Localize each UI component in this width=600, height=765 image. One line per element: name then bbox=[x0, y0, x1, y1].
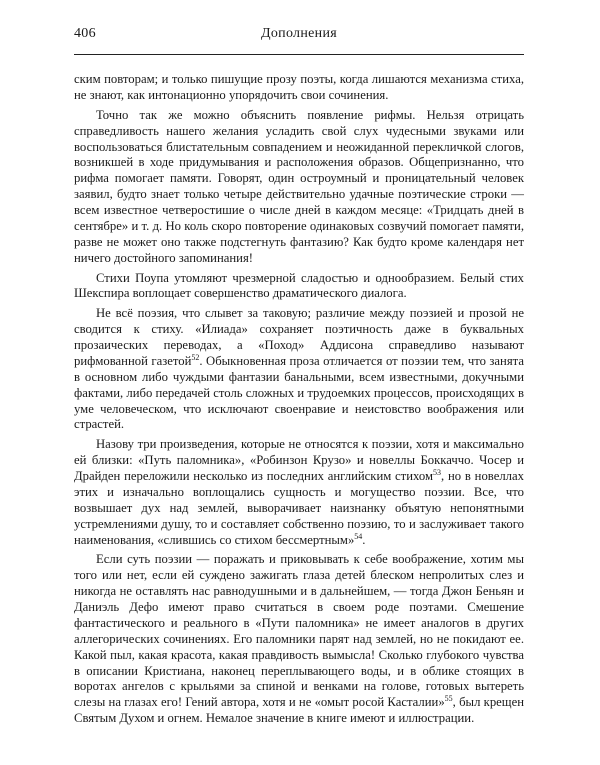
paragraph-text: , но в новеллах этих и изначально воплощались сущность и могущество поэзии. Все, что возвышает дух над землей, выворачивает наизнанку объятую непонятными устремлениями душу, то и составляет собственно поэзию, то и заслуживает такого наименования, «слившись со стихом бессмертным» bbox=[74, 469, 524, 547]
page-number: 406 bbox=[74, 26, 96, 41]
paragraph bbox=[74, 271, 524, 303]
page-header bbox=[74, 22, 524, 55]
paragraph-text: Точно так же можно объяснить появление рифмы. Нельзя отрицать справедливость нашего желания усладить свой слух чудесными звуками или воспользоваться блистательным совпадением и неожиданной перекличкой слогов, возникшей в ходе придумывания и расположения образов. Общепризнанно, что рифма помогает памяти. Говорят, один остроумный и проницательный человек заявил, будто знает только четыре действительно удачные поэтические строки — всем известное четверостишие о числе дней в каждом месяце: «Тридцать дней в сентябре» и т. д. Но коль скоро повторение одинаковых созвучий помогает памяти, разве не может оно также подстегнуть фантазию? Как будто кроме календаря нет ничего достойного запоминания! bbox=[74, 107, 524, 265]
paragraph bbox=[74, 72, 524, 104]
paragraph-text: . bbox=[362, 532, 366, 547]
footnote-ref[interactable]: 52 bbox=[191, 352, 200, 362]
paragraph bbox=[74, 306, 524, 433]
paragraph-text: Не всё поэзия, что слывет за таковую; различие между поэзией и прозой не сводится к стиху. «Илиада» сохраняет поэтичность даже в буквальных прозаических переводах, а «Поход» Аддисона справедливо называют рифмованной газетой bbox=[74, 306, 524, 368]
paragraph-text: Стихи Поупа утомляют чрезмерной сладостью и однообразием. Белый стих Шекспира воплощает совершенство драматического диалога. bbox=[74, 270, 524, 301]
paragraph-text: Если суть поэзии — поражать и приковывать к себе воображение, хотим мы того или нет, если ей суждено зажигать глаза детей блеском непролитых слез и никогда не оставлять нас равнодушными и в дальнейшем, — тогда Джон Беньян и Даниэль Дефо имеют право считаться в своем роде поэтами. Смешение фантастического и реального в «Пути паломника» не имеет аналогов в других аллегорических сочинениях. Его паломники парят над землей, но не покидают ее. Какой пыл, какая красота, какая правдивость вымысла! Сколько глубокого чувства в описании Кристиана, наконец переплывающего воды, и в облике стоящих в воротах ангелов с крыльями за спиной и венками на голове, готовых вытереть слезы на глазах его! Гений автора, хотя и не «омыт росой Касталии» bbox=[74, 552, 524, 710]
paragraph-text: , был крещен Святым Духом и огнем. Немалое значение в книге имеют и иллюстрации. bbox=[74, 695, 524, 726]
paragraph-text: ским повторам; и только пишущие прозу поэты, когда лишаются механизма стиха, не знают, как интонационно упорядочить свои сочинения. bbox=[74, 72, 524, 102]
page-body-text bbox=[74, 72, 524, 727]
paragraph bbox=[74, 552, 524, 727]
footnote-ref[interactable]: 53 bbox=[433, 468, 442, 477]
paragraph-text: . Обыкновенная проза отличается от поэзии тем, что занята в основном либо чуждыми фантазии банальными, всем известными, докучными фактами, либо передачей столь сложных и трудоемких процессов, происходящих в уме человеческом, что исключают своенравие и неистовство воображения или страстей. bbox=[74, 353, 524, 432]
paragraph bbox=[74, 437, 524, 548]
running-head: Дополнения bbox=[261, 26, 337, 41]
footnote-ref[interactable]: 54 bbox=[354, 531, 363, 541]
paragraph bbox=[74, 108, 524, 267]
footnote-ref[interactable]: 55 bbox=[444, 694, 453, 704]
paragraph-text: Назову три произведения, которые не относятся к поэзии, хотя и максимально ей близки: «Путь паломника», «Робинзон Крузо» и новеллы Боккаччо. Чосер и Драйден переложили несколько из последних английским стихом bbox=[74, 437, 524, 483]
